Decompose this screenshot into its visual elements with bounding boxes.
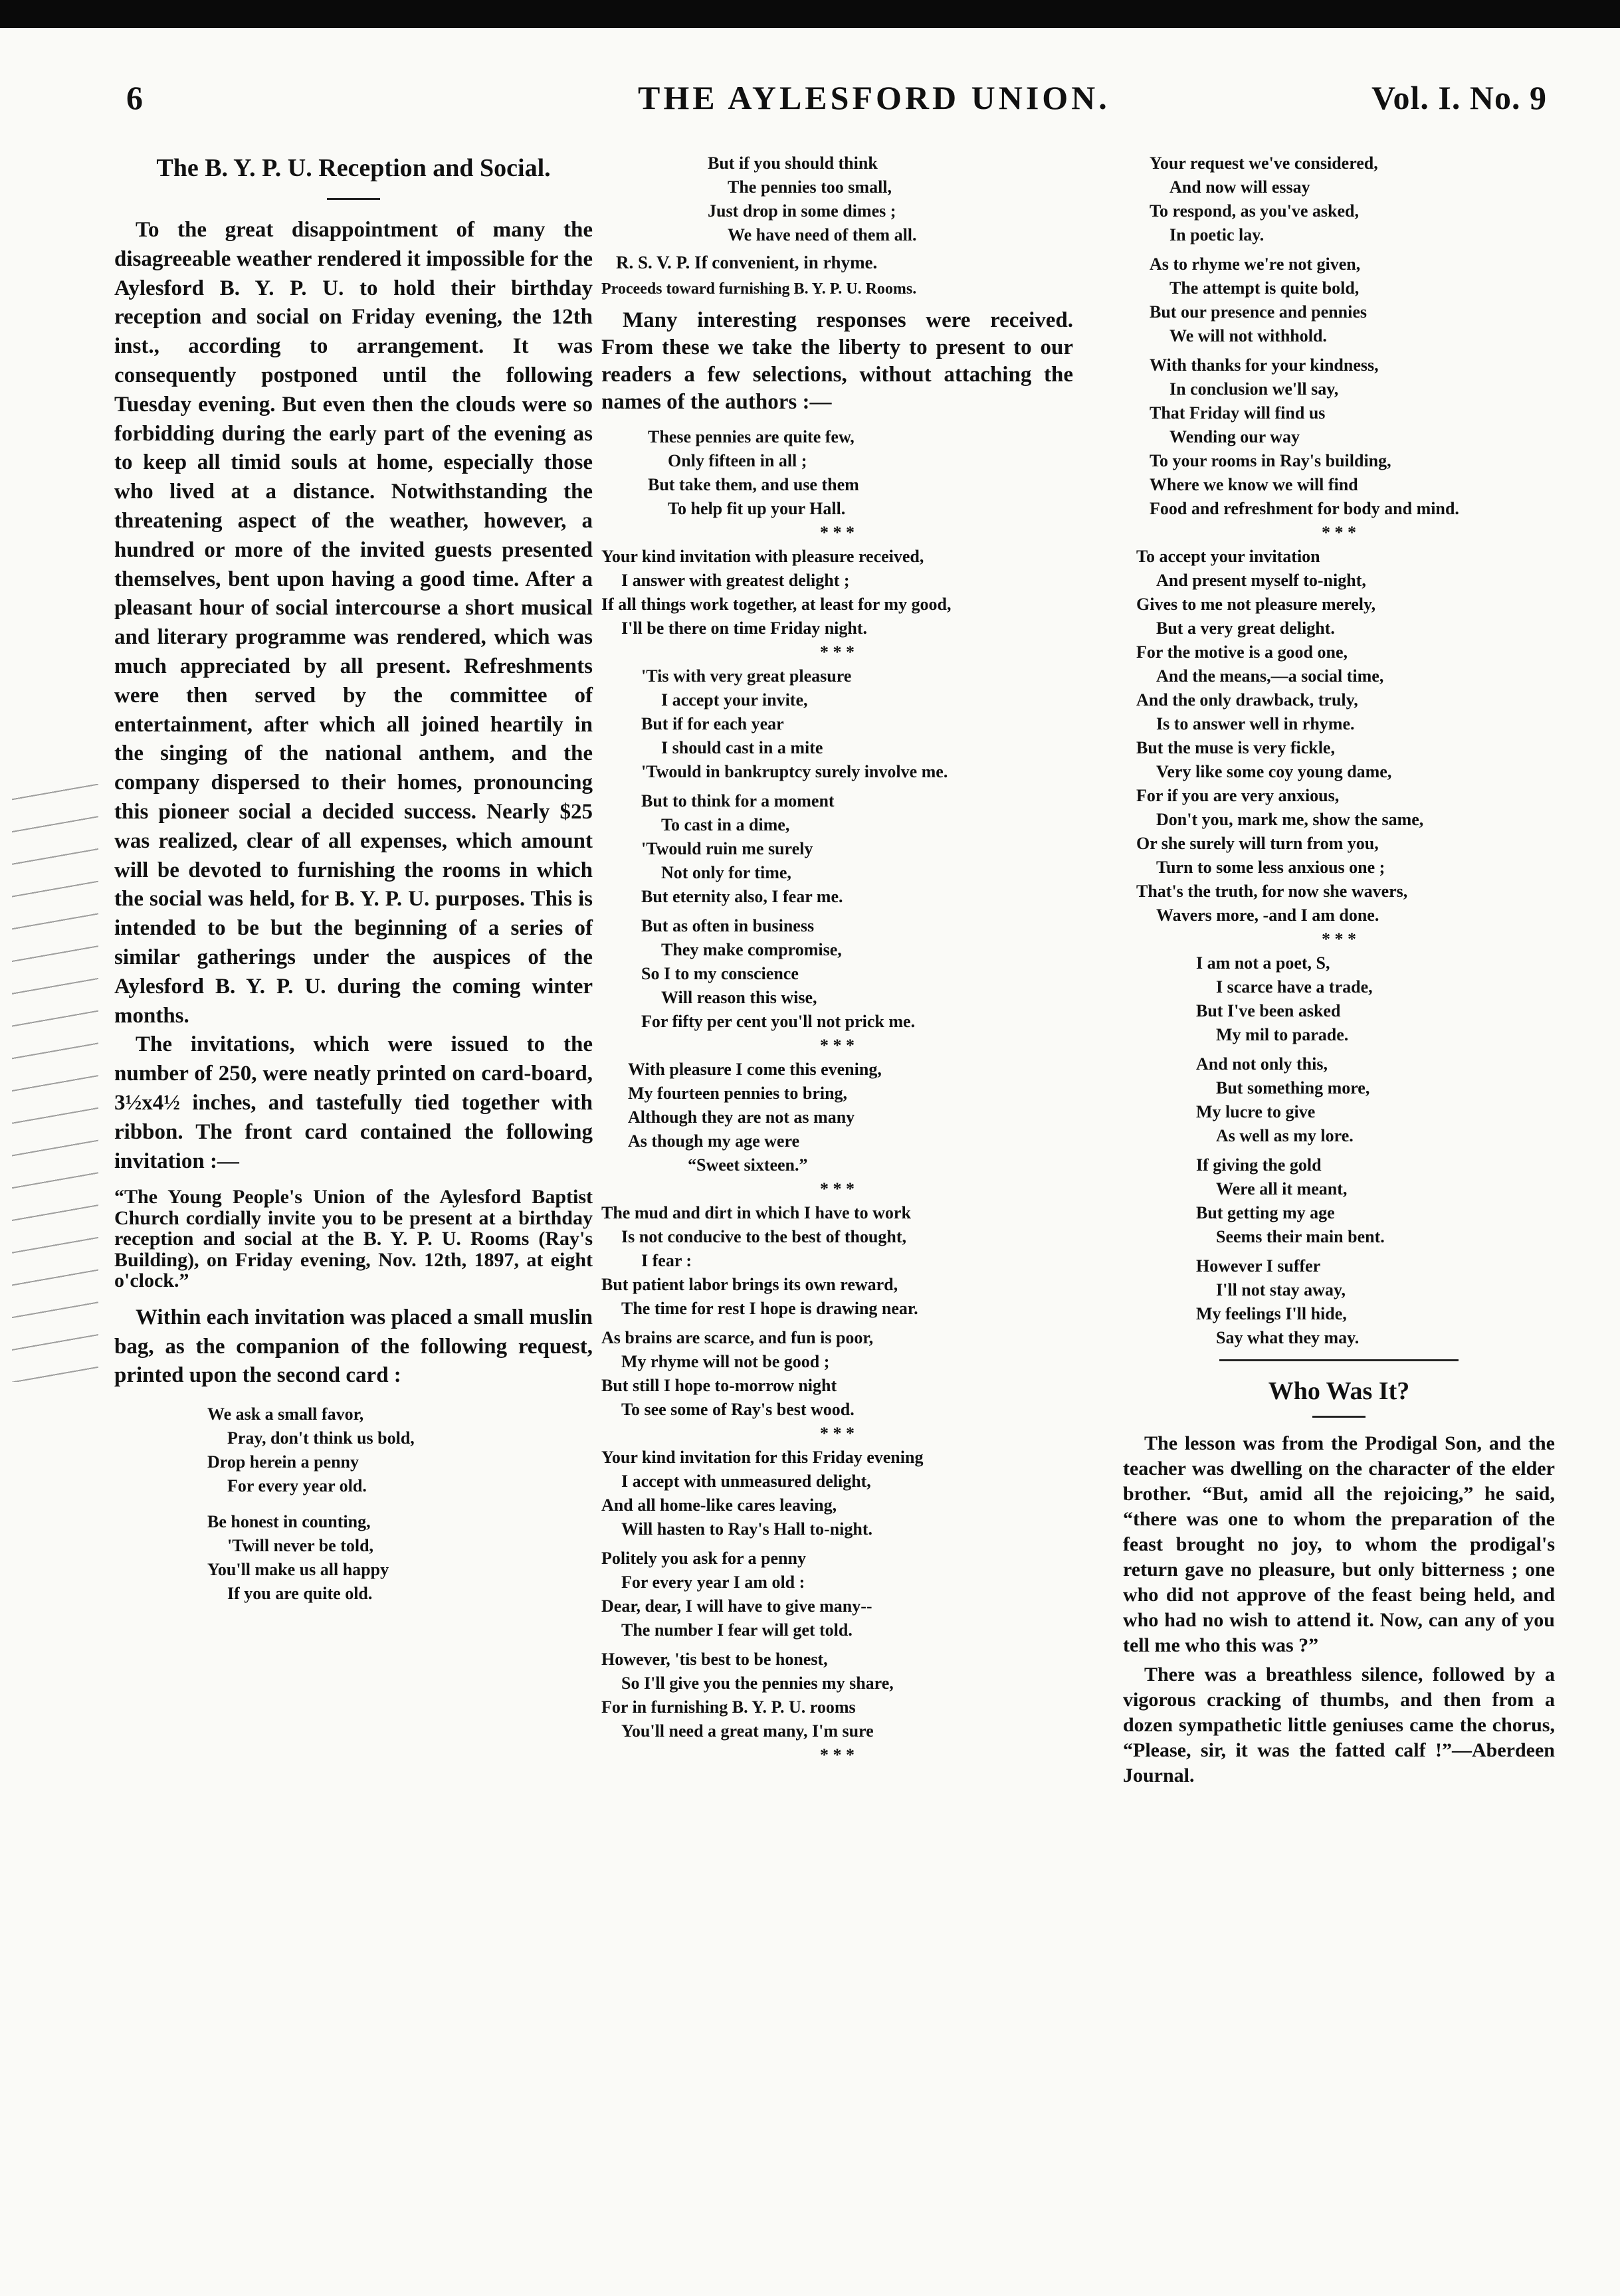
- column-2: [601, 151, 1073, 1767]
- poem-line: But eternity also, I fear me.: [641, 887, 843, 906]
- poem-line: Pray, don't think us bold,: [227, 1428, 415, 1448]
- poem-line: Food and refreshment for body and mind.: [1150, 499, 1459, 518]
- separator-stars: * * *: [820, 1179, 855, 1198]
- separator-stars: * * *: [1322, 523, 1356, 542]
- poem-line: So I'll give you the pennies my share,: [621, 1674, 894, 1693]
- rsvp-line: R. S. V. P. If convenient, in rhyme.: [616, 252, 878, 272]
- poem-line: However, 'tis best to be honest,: [601, 1650, 828, 1669]
- poem-line: We will not withhold.: [1169, 326, 1327, 345]
- poem-line: Wending our way: [1169, 427, 1300, 446]
- poem-line: Gives to me not pleasure merely,: [1136, 595, 1376, 614]
- article-paragraph-3: Within each invitation was placed a small muslin bag, as the companion of the following request, printed upon the second card :: [114, 1305, 593, 1388]
- poem-line: Not only for time,: [661, 863, 791, 882]
- poem-line: Will reason this wise,: [661, 988, 817, 1007]
- poem-line: My lucre to give: [1196, 1102, 1316, 1121]
- poem-line: But getting my age: [1196, 1203, 1335, 1222]
- poem-line: The number I fear will get told.: [621, 1620, 853, 1640]
- poem-line: And the means,—a social time,: [1156, 666, 1384, 686]
- poem-line: 'Twill never be told,: [227, 1536, 374, 1556]
- poem-line: But if you should think: [708, 153, 878, 173]
- request-poem-stanza-1: [114, 1402, 593, 1498]
- poem-line: Although they are not as many: [628, 1107, 855, 1127]
- poem-line: However I suffer: [1196, 1256, 1321, 1276]
- response-8: [1123, 545, 1555, 927]
- poem-line: For if you are very anxious,: [1136, 786, 1340, 805]
- poem-line: But a very great delight.: [1156, 619, 1335, 638]
- poem-line: They make compromise,: [661, 940, 842, 959]
- poem-line: With thanks for your kindness,: [1150, 355, 1379, 375]
- poem-line: But still I hope to-morrow night: [601, 1376, 837, 1395]
- poem-line: As to rhyme we're not given,: [1150, 254, 1361, 274]
- poem-line: Don't you, mark me, show the same,: [1156, 810, 1424, 829]
- response-3: [601, 664, 1073, 1034]
- poem-line: And the only drawback, truly,: [1136, 690, 1358, 710]
- poem-line: And all home-like cares leaving,: [601, 1495, 837, 1515]
- article-heading: The B. Y. P. U. Reception and Social.: [156, 154, 551, 182]
- poem-line: Dear, dear, I will have to give many--: [601, 1596, 872, 1616]
- heading-rule: [1312, 1416, 1366, 1418]
- story-paragraph-2: There was a breathless silence, followed by a vigorous cracking of thumbs, and then from a dozen sympathetic little geniuses came the chorus, “Please, sir, it was the fatted calf !”—Aberdeen Journal.: [1123, 1664, 1555, 1786]
- poem-line: Say what they may.: [1216, 1328, 1360, 1347]
- poem-line: You'll make us all happy: [207, 1560, 389, 1580]
- poem-line: Very like some coy young dame,: [1156, 762, 1392, 781]
- poem-line: Your kind invitation with pleasure received,: [601, 547, 924, 566]
- separator-stars: * * *: [820, 642, 855, 662]
- response-2: [601, 545, 1073, 640]
- newspaper-title: THE AYLESFORD UNION.: [638, 79, 1110, 116]
- poem-line: You'll need a great many, I'm sure: [621, 1721, 874, 1741]
- poem-line: We have need of them all.: [728, 225, 917, 244]
- poem-line: Drop herein a penny: [207, 1452, 359, 1472]
- poem-line: I answer with greatest delight ;: [621, 571, 850, 590]
- poem-line: I fear :: [641, 1251, 692, 1270]
- poem-line: My mil to parade.: [1216, 1025, 1349, 1044]
- poem-line: To your rooms in Ray's building,: [1150, 451, 1391, 470]
- poem-line: For in furnishing B. Y. P. U. rooms: [601, 1697, 856, 1717]
- request-poem-continued: [601, 151, 1073, 247]
- separator-stars: * * *: [820, 523, 855, 542]
- poem-line: That's the truth, for now she wavers,: [1136, 882, 1408, 901]
- article-divider: [1219, 1359, 1459, 1361]
- poem-line: I accept with unmeasured delight,: [621, 1472, 871, 1491]
- scan-noise: [12, 784, 98, 1382]
- poem-line: The time for rest I hope is drawing near.: [621, 1299, 918, 1318]
- poem-line: But patient labor brings its own reward,: [601, 1275, 898, 1294]
- poem-line: I am not a poet, S,: [1196, 953, 1330, 973]
- poem-line: I'll not stay away,: [1216, 1280, 1346, 1299]
- poem-line: As well as my lore.: [1216, 1126, 1354, 1145]
- poem-line: The pennies too small,: [728, 177, 892, 197]
- poem-line: But something more,: [1216, 1078, 1370, 1098]
- poem-line: For every year old.: [227, 1476, 367, 1496]
- poem-line: Be honest in counting,: [207, 1512, 371, 1532]
- poem-line: 'Tis with very great pleasure: [641, 666, 852, 686]
- poem-line: Turn to some less anxious one ;: [1156, 858, 1385, 877]
- heading-rule: [327, 198, 380, 200]
- poem-line: And present myself to-night,: [1156, 571, 1366, 590]
- poem-line: 'Twould in bankruptcy surely involve me.: [641, 762, 948, 781]
- separator-stars: * * *: [820, 1424, 855, 1443]
- poem-line: Seems their main bent.: [1216, 1227, 1385, 1246]
- poem-line: With pleasure I come this evening,: [628, 1060, 882, 1079]
- poem-line: Is not conducive to the best of thought,: [621, 1227, 907, 1246]
- separator-stars: * * *: [820, 1036, 855, 1055]
- separator-stars: * * *: [1322, 929, 1356, 949]
- poem-line: Were all it meant,: [1216, 1179, 1348, 1198]
- poem-line: But if for each year: [641, 714, 784, 733]
- response-7: [1123, 151, 1555, 521]
- poem-line: “Sweet sixteen.”: [688, 1155, 808, 1175]
- poem-line: To accept your invitation: [1136, 547, 1320, 566]
- article-paragraph-1: To the great disappointment of many the disagreeable weather rendered it impossible for the Aylesford B. Y. P. U. to hold their birthday reception and social on Friday evening, the 12th inst., according to arrangement. It was consequently postponed until the following Tuesday evening. But even then the clouds were so forbidding during the early part of the evening as to keep all timid souls at home, especially those who lived at a distance. Notwithstanding the threatening aspect of the weather, however, a hundred or more of the invited guests presented themselves, bent upon having a good time. After a pleasant hour of social intercourse a short musical and literary programme was rendered, which was much appreciated by all present. Refreshments were then served by the committee of entertainment, after which all joined heartily in the singing of the national anthem, and the company dispersed to their homes, pronouncing this pioneer social a decided success. Nearly $25 was realized, clear of all expenses, which amount will be devoted to furnishing the rooms in which the social was held, for B. Y. P. U. purposes. This is intended to be but the beginning of a series of similar gatherings under the auspices of the Aylesford B. Y. P. U. during the coming winter months.: [114, 218, 593, 1028]
- poem-line: But the muse is very fickle,: [1136, 738, 1335, 757]
- response-4: [601, 1058, 1073, 1177]
- page-number: 6: [126, 79, 144, 116]
- poem-line: These pennies are quite few,: [648, 427, 855, 446]
- responses-intro: Many interesting responses were received. From these we take the liberty to present to our readers a few selections, without attaching the names of the authors :—: [601, 308, 1073, 414]
- poem-line: Your kind invitation for this Friday evening: [601, 1448, 924, 1467]
- poem-line: As brains are scarce, and fun is poor,: [601, 1328, 874, 1347]
- poem-line: In conclusion we'll say,: [1169, 379, 1339, 399]
- poem-line: Where we know we will find: [1150, 475, 1358, 494]
- volume-number: Vol. I. No. 9: [1371, 79, 1547, 116]
- poem-line: Only fifteen in all ;: [668, 451, 807, 470]
- poem-line: My rhyme will not be good ;: [621, 1352, 830, 1371]
- poem-line: Politely you ask for a penny: [601, 1549, 806, 1568]
- request-poem-stanza-2: [114, 1510, 593, 1606]
- poem-line: My fourteen pennies to bring,: [628, 1084, 848, 1103]
- invitation-quote: “The Young People's Union of the Aylesford Baptist Church cordially invite you to be present at a birthday reception and social at the B. Y. P. U. Rooms (Ray's Building), on Friday evening, Nov. 12th, 1897, at eight o'clock.”: [114, 1186, 593, 1292]
- column-1: [114, 151, 593, 1606]
- poem-line: And now will essay: [1169, 177, 1310, 197]
- response-5: [601, 1201, 1073, 1422]
- poem-line: If all things work together, at least for my good,: [601, 595, 952, 614]
- poem-line: But to think for a moment: [641, 791, 835, 811]
- proceeds-line: Proceeds toward furnishing B. Y. P. U. Rooms.: [601, 280, 917, 298]
- poem-line: But our presence and pennies: [1150, 302, 1367, 322]
- poem-line: So I to my conscience: [641, 964, 799, 983]
- poem-line: To cast in a dime,: [661, 815, 790, 834]
- poem-line: For every year I am old :: [621, 1573, 805, 1592]
- poem-line: I scarce have a trade,: [1216, 977, 1373, 997]
- poem-line: We ask a small favor,: [207, 1404, 364, 1424]
- poem-line: I accept your invite,: [661, 690, 808, 710]
- poem-line: In poetic lay.: [1169, 225, 1265, 244]
- poem-line: But I've been asked: [1196, 1001, 1341, 1020]
- poem-line: 'Twould ruin me surely: [641, 839, 813, 858]
- poem-line: The attempt is quite bold,: [1169, 278, 1360, 298]
- poem-line: Wavers more, -and I am done.: [1156, 906, 1379, 925]
- poem-line: Your request we've considered,: [1150, 153, 1378, 173]
- response-9: [1123, 951, 1555, 1350]
- separator-stars: * * *: [820, 1745, 855, 1765]
- response-1: [601, 425, 1073, 521]
- poem-line: Will hasten to Ray's Hall to-night.: [621, 1519, 873, 1539]
- column-3: [1123, 151, 1555, 1788]
- response-6: [601, 1446, 1073, 1743]
- poem-line: My feelings I'll hide,: [1196, 1304, 1347, 1323]
- poem-line: As though my age were: [628, 1131, 800, 1151]
- poem-line: For fifty per cent you'll not prick me.: [641, 1012, 916, 1031]
- poem-line: To help fit up your Hall.: [668, 499, 846, 518]
- article-paragraph-2: The invitations, which were issued to the number of 250, were neatly printed on card-board, 3½x4½ inches, and tastefully tied together with ribbon. The front card contained the following invitation :—: [114, 1032, 593, 1173]
- poem-line: But as often in business: [641, 916, 815, 935]
- story-paragraph-1: The lesson was from the Prodigal Son, and the teacher was dwelling on the character of the elder brother. “But, amid all the rejoicing,” he said, “there was one to whom the preparation of the feast brought no joy, to whom the prodigal's return gave no pleasure, but only bitterness ; one who did not approve of the feast being held, and who had no wish to attend it. Now, can any of you tell me who this was ?”: [1123, 1432, 1555, 1656]
- top-border: [0, 0, 1620, 28]
- poem-line: I'll be there on time Friday night.: [621, 619, 868, 638]
- poem-line: To respond, as you've asked,: [1150, 201, 1359, 221]
- poem-line: The mud and dirt in which I have to work: [601, 1203, 911, 1222]
- poem-line: That Friday will find us: [1150, 403, 1326, 423]
- poem-line: To see some of Ray's best wood.: [621, 1400, 855, 1419]
- poem-line: Just drop in some dimes ;: [708, 201, 896, 221]
- article-heading-2: Who Was It?: [1268, 1377, 1410, 1405]
- poem-line: Or she surely will turn from you,: [1136, 834, 1379, 853]
- poem-line: I should cast in a mite: [661, 738, 823, 757]
- poem-line: If you are quite old.: [227, 1584, 373, 1604]
- poem-line: And not only this,: [1196, 1054, 1328, 1074]
- poem-line: Is to answer well in rhyme.: [1156, 714, 1355, 733]
- poem-line: But take them, and use them: [648, 475, 859, 494]
- poem-line: For the motive is a good one,: [1136, 642, 1348, 662]
- poem-line: If giving the gold: [1196, 1155, 1322, 1175]
